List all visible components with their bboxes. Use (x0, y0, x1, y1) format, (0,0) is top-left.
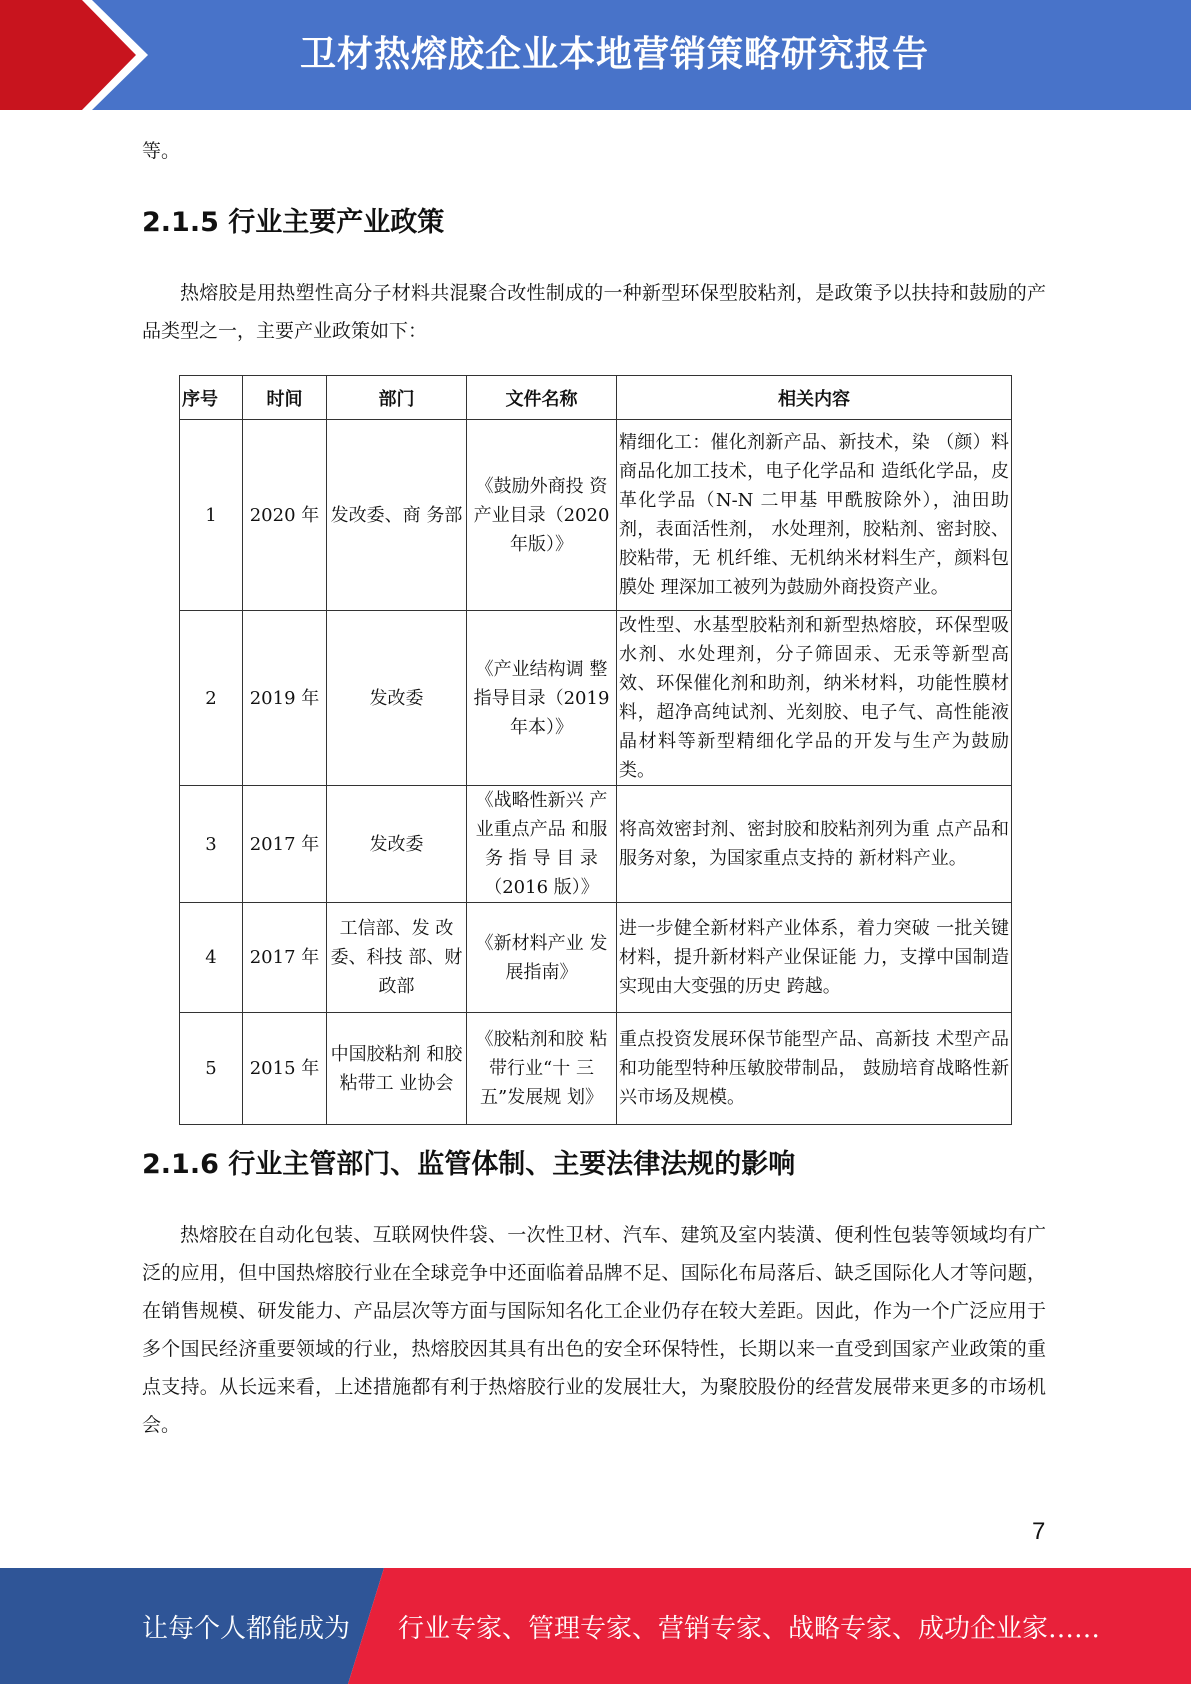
footer-slogan-right: 行业专家、管理专家、营销专家、战略专家、成功企业家…… (398, 1614, 1101, 1644)
page-header (0, 0, 1191, 110)
cell-time: 2017 年 (243, 786, 327, 903)
section-heading-2-1-6: 2.1.6 行业主管部门、监管体制、主要法律法规的影响 (142, 1149, 796, 1180)
column-header-dept: 部门 (327, 376, 467, 420)
section-paragraph-2-1-6: 热熔胶在自动化包装、互联网快件袋、一次性卫材、汽车、建筑及室内装潢、便利性包装等领域均有广泛的应用，但中国热熔胶行业在全球竞争中还面临着品牌不足、国际化布局落后、缺乏国际化人才等问题，在销售规模、研发能力、产品层次等方面与国际知名化工企业仍存在较大差距。因此，作为一个广泛应用于多个国民经济重要领域的行业，热熔胶因其具有出色的安全环保特性，长期以来一直受到国家产业政策的重点支持。从长远来看，上述措施都有利于热熔胶行业的发展壮大，为聚胶股份的经营发展带来更多的市场机会。 (142, 1224, 1046, 1436)
cell-time: 2019 年 (243, 611, 327, 786)
column-header-no: 序号 (180, 376, 243, 420)
cell-content: 精细化工：催化剂新产品、新技术，染 （颜）料商品化加工技术，电子化学品和 造纸化学品，皮革化学品（N-N 二甲基 甲酰胺除外），油田助剂，表面活性剂， 水处理剂，胶粘剂、密封胶、胶粘带，无 机纤维、无机纳米材料生产，颜料包膜处 理深加工被列为鼓励外商投资产业。 (617, 420, 1012, 611)
table-row (180, 786, 1012, 903)
cell-doc: 《鼓励外商投 资产业目录（2020 年版）》 (467, 420, 617, 611)
table-row (180, 420, 1012, 611)
cell-time: 2017 年 (243, 903, 327, 1013)
cell-doc: 《战略性新兴 产业重点产品 和服务 指 导 目 录（2016 版）》 (467, 786, 617, 903)
cell-no: 1 (180, 420, 243, 611)
report-title: 卫材热熔胶企业本地营销策略研究报告 (300, 34, 930, 75)
cell-no: 4 (180, 903, 243, 1013)
table-row (180, 611, 1012, 786)
column-header-doc: 文件名称 (467, 376, 617, 420)
cell-time: 2020 年 (243, 420, 327, 611)
cell-dept: 工信部、发 改委、科技 部、财政部 (327, 903, 467, 1013)
page-footer (0, 1568, 1191, 1684)
lead-text: 等。 (142, 140, 181, 162)
cell-doc: 《胶粘剂和胶 粘带行业“十 三五”发展规 划》 (467, 1013, 617, 1125)
table-header-row (180, 376, 1012, 420)
cell-no: 5 (180, 1013, 243, 1125)
header-arrow-graphic (0, 0, 160, 110)
cell-dept: 发改委 (327, 786, 467, 903)
column-header-content: 相关内容 (617, 376, 1012, 420)
page-number: 7 (1032, 1518, 1046, 1545)
cell-no: 2 (180, 611, 243, 786)
cell-doc: 《新材料产业 发展指南》 (467, 903, 617, 1013)
cell-doc: 《产业结构调 整指导目录（2019 年本）》 (467, 611, 617, 786)
section-paragraph-2-1-5: 热熔胶是用热塑性高分子材料共混聚合改性制成的一种新型环保型胶粘剂，是政策予以扶持和鼓励的产品类型之一，主要产业政策如下： (142, 282, 1046, 342)
table-row (180, 903, 1012, 1013)
cell-time: 2015 年 (243, 1013, 327, 1125)
cell-dept: 中国胶粘剂 和胶粘带工 业协会 (327, 1013, 467, 1125)
section-heading-2-1-5: 2.1.5 行业主要产业政策 (142, 207, 445, 238)
cell-content: 重点投资发展环保节能型产品、高新技 术型产品和功能型特种压敏胶带制品， 鼓励培育战略性新兴市场及规模。 (617, 1013, 1012, 1125)
cell-dept: 发改委、商 务部 (327, 420, 467, 611)
cell-content: 改性型、水基型胶粘剂和新型热熔胶，环保型吸水剂、水处理剂，分子筛固汞、无汞等新型高效、环保催化剂和助剂，纳米材料，功能性膜材料，超净高纯试剂、光刻胶、电子气、高性能液晶材料等新型精细化学品的开发与生产为鼓励类。 (617, 611, 1012, 786)
policy-table (179, 375, 1012, 1125)
cell-content: 进一步健全新材料产业体系，着力突破 一批关键材料，提升新材料产业保证能 力，支撑中国制造实现由大变强的历史 跨越。 (617, 903, 1012, 1013)
column-header-time: 时间 (243, 376, 327, 420)
cell-content: 将高效密封剂、密封胶和胶粘剂列为重 点产品和服务对象，为国家重点支持的 新材料产业。 (617, 786, 1012, 903)
table-row (180, 1013, 1012, 1125)
cell-dept: 发改委 (327, 611, 467, 786)
footer-slogan-left: 让每个人都能成为 (142, 1614, 351, 1644)
cell-no: 3 (180, 786, 243, 903)
